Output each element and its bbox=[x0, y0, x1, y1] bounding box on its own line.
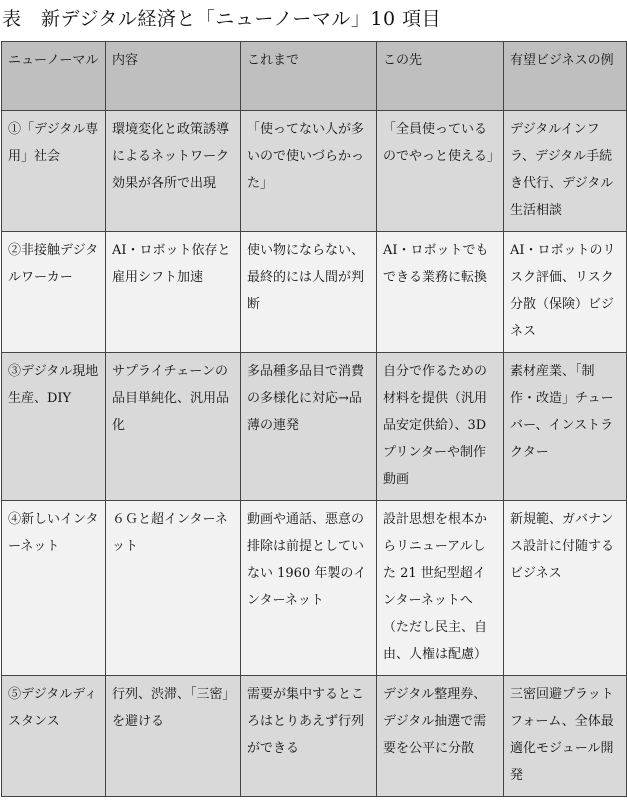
table-caption: 表 新デジタル経済と「ニューノーマル」10 項目 bbox=[2, 8, 442, 30]
header-business-examples: 有望ビジネスの例 bbox=[504, 42, 627, 111]
cell-from-now: デジタル整理券、デジタル抽選で需要を公平に分散 bbox=[377, 676, 504, 797]
table-header-row bbox=[2, 42, 627, 111]
cell-business-examples: 新規範、ガバナンス設計に付随するビジネス bbox=[504, 501, 627, 676]
cell-business-examples: 素材産業、「制作・改造」チューバー、インストラクター bbox=[504, 353, 627, 501]
table-row bbox=[2, 232, 627, 353]
cell-until-now: 需要が集中するところはとりあえず行列ができる bbox=[241, 676, 377, 797]
cell-content: 行列、渋滞、「三密」を避ける bbox=[106, 676, 241, 797]
cell-new-normal: ②非接触デジタルワーカー bbox=[2, 232, 106, 353]
cell-new-normal: ①「デジタル専用」社会 bbox=[2, 111, 106, 232]
header-until-now: これまで bbox=[241, 42, 377, 111]
header-content: 内容 bbox=[106, 42, 241, 111]
cell-business-examples: AI・ロボットのリスク評価、リスク分散（保険）ビジネス bbox=[504, 232, 627, 353]
cell-business-examples: デジタルインフラ、デジタル手続き代行、デジタル生活相談 bbox=[504, 111, 627, 232]
cell-new-normal: ⑤デジタルディスタンス bbox=[2, 676, 106, 797]
cell-from-now: 設計思想を根本からリニューアルした 21 世紀型超インターネットへ（ただし民主、自由、人権は配慮） bbox=[377, 501, 504, 676]
cell-content: 環境変化と政策誘導によるネットワーク効果が各所で出現 bbox=[106, 111, 241, 232]
cell-from-now: 「全員使っているのでやっと使える」 bbox=[377, 111, 504, 232]
table-row bbox=[2, 676, 627, 797]
cell-until-now: 「使ってない人が多いので使いづらかった」 bbox=[241, 111, 377, 232]
cell-until-now: 多品種多品目で消費の多様化に対応→品薄の連発 bbox=[241, 353, 377, 501]
cell-content: AI・ロボット依存と雇用シフト加速 bbox=[106, 232, 241, 353]
cell-content: サプライチェーンの品目単純化、汎用品化 bbox=[106, 353, 241, 501]
cell-new-normal: ③デジタル現地生産、DIY bbox=[2, 353, 106, 501]
cell-from-now: AI・ロボットでもできる業務に転換 bbox=[377, 232, 504, 353]
table-row bbox=[2, 353, 627, 501]
header-new-normal: ニューノーマル bbox=[2, 42, 106, 111]
cell-from-now: 自分で作るための材料を提供（汎用品安定供給）、3Dプリンターや制作動画 bbox=[377, 353, 504, 501]
cell-until-now: 動画や通話、悪意の排除は前提としていない 1960 年製のインターネット bbox=[241, 501, 377, 676]
table-row bbox=[2, 501, 627, 676]
cell-business-examples: 三密回避プラットフォーム、全体最適化モジュール開発 bbox=[504, 676, 627, 797]
header-from-now: この先 bbox=[377, 42, 504, 111]
cell-new-normal: ④新しいインターネット bbox=[2, 501, 106, 676]
new-normal-table bbox=[1, 41, 627, 797]
table-row bbox=[2, 111, 627, 232]
cell-content: ６Ｇと超インターネット bbox=[106, 501, 241, 676]
cell-until-now: 使い物にならない、最終的には人間が判断 bbox=[241, 232, 377, 353]
